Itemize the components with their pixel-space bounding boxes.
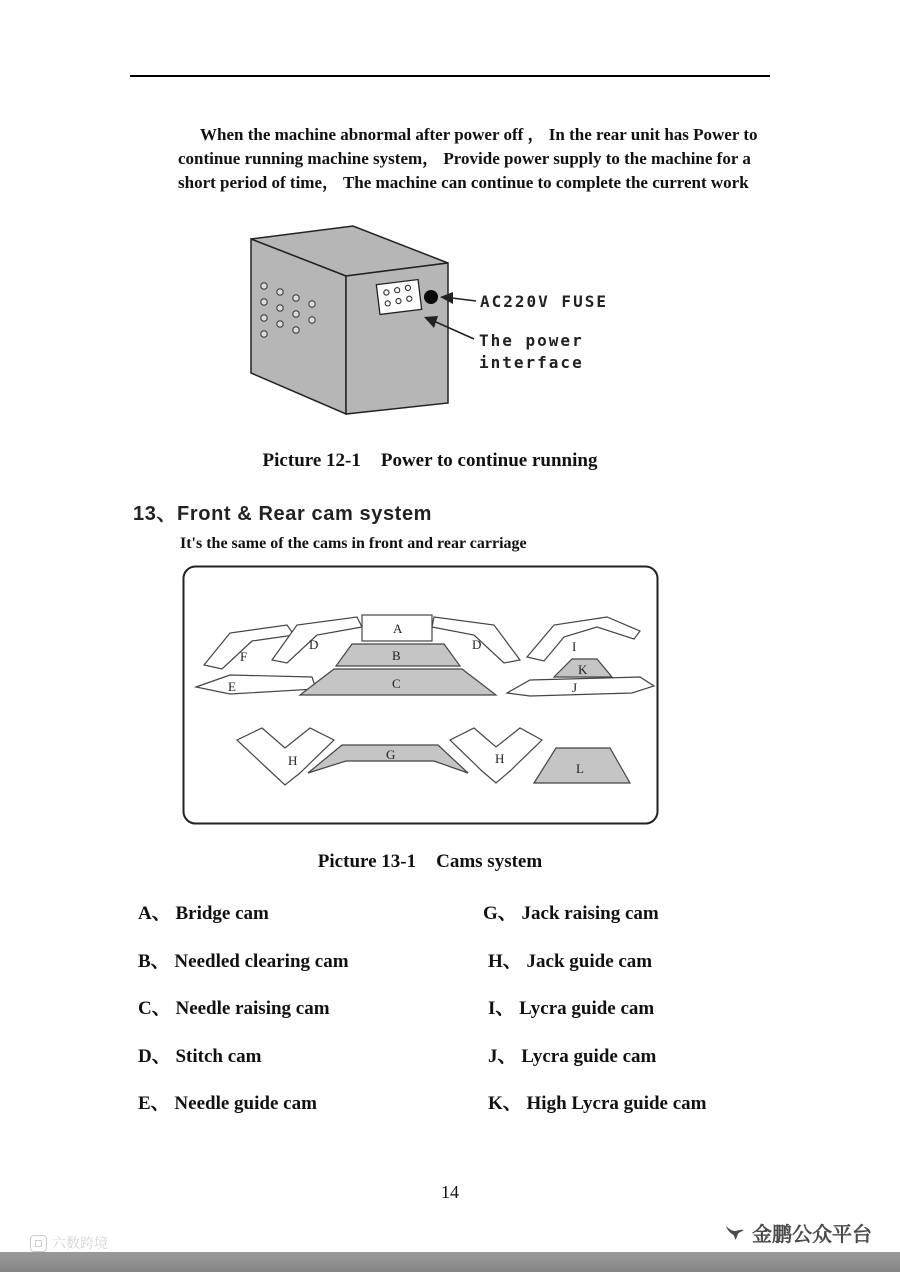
- cam-label-j: J: [572, 680, 578, 695]
- footer-bar: [0, 1252, 900, 1272]
- cam-system-diagram: [182, 565, 660, 826]
- cam-list-item-i: I、 Lycra guide cam: [488, 998, 655, 1019]
- cam-f-shape: [204, 625, 294, 669]
- cam-label-a: A: [393, 621, 403, 636]
- cam-list-item-b: B、 Needled clearing cam: [138, 951, 349, 972]
- cam-label-g: G: [386, 747, 396, 762]
- cam-label-d-left: D: [309, 637, 319, 652]
- caption-12-label: Picture 12-1: [262, 450, 361, 471]
- cam-list-item-k: K、 High Lycra guide cam: [488, 1093, 707, 1114]
- caption-12-title: Power to continue running: [380, 450, 598, 471]
- cam-label-k: K: [578, 662, 588, 677]
- caption-picture-13-1: [0, 851, 860, 873]
- cam-label-b: B: [392, 648, 401, 663]
- section-13-heading: 13、Front & Rear cam system: [133, 503, 433, 525]
- cam-label-h-left: H: [288, 753, 298, 768]
- power-box-diagram: [228, 218, 688, 430]
- power-box-svg: [228, 218, 688, 430]
- intro-paragraph: When the machine abnormal after power off ， In the rear unit has Power to continue running machine system， Provide power supply to the machine for a short period of time， The machine can continue to complete the current work: [178, 125, 758, 192]
- cam-h-left-shape: [237, 728, 334, 785]
- brand-text: 金鹏公众平台: [752, 1224, 872, 1246]
- cam-label-c: C: [392, 676, 401, 691]
- power-interface-label-line2: interface: [479, 353, 584, 372]
- caption-13-title: Cams system: [436, 851, 543, 872]
- section-13-subtitle: It's the same of the cams in front and rear carriage: [180, 535, 527, 552]
- watermark-logo-icon: [30, 1235, 47, 1252]
- cam-list-item-a: A、 Bridge cam: [138, 903, 269, 924]
- swallow-bird-icon: [724, 1223, 746, 1243]
- cam-label-f: F: [240, 649, 248, 664]
- fuse-circle: [424, 290, 438, 304]
- cam-label-d-right: D: [472, 637, 482, 652]
- brand-badge: [724, 1218, 872, 1247]
- cam-system-svg: [182, 565, 660, 826]
- cam-list-item-h: H、 Jack guide cam: [488, 951, 653, 972]
- caption-picture-12-1: [0, 450, 860, 472]
- cam-list-item-j: J、 Lycra guide cam: [488, 1046, 657, 1067]
- cam-i-shape: [527, 617, 640, 661]
- power-interface-panel: [376, 280, 421, 315]
- cam-list-item-e: E、 Needle guide cam: [138, 1093, 317, 1114]
- cam-label-h-right: H: [495, 751, 505, 766]
- cam-list-item-c: C、 Needle raising cam: [138, 998, 330, 1019]
- watermark: [30, 1233, 108, 1253]
- cam-label-e: E: [228, 679, 236, 694]
- cam-j-shape: [507, 677, 654, 696]
- cam-label-l: L: [576, 761, 584, 776]
- power-interface-label-line1: The power: [479, 331, 584, 350]
- cam-label-i: I: [572, 639, 577, 654]
- cam-list-item-d: D、 Stitch cam: [138, 1046, 262, 1067]
- top-rule: [130, 75, 770, 77]
- caption-13-label: Picture 13-1: [317, 851, 417, 872]
- watermark-text: 六数跨境: [52, 1235, 108, 1251]
- cam-e-shape: [196, 675, 316, 694]
- fuse-label: AC220V FUSE: [480, 292, 608, 311]
- cam-list-item-g: G、 Jack raising cam: [483, 903, 659, 924]
- page-number: 14: [441, 1182, 459, 1202]
